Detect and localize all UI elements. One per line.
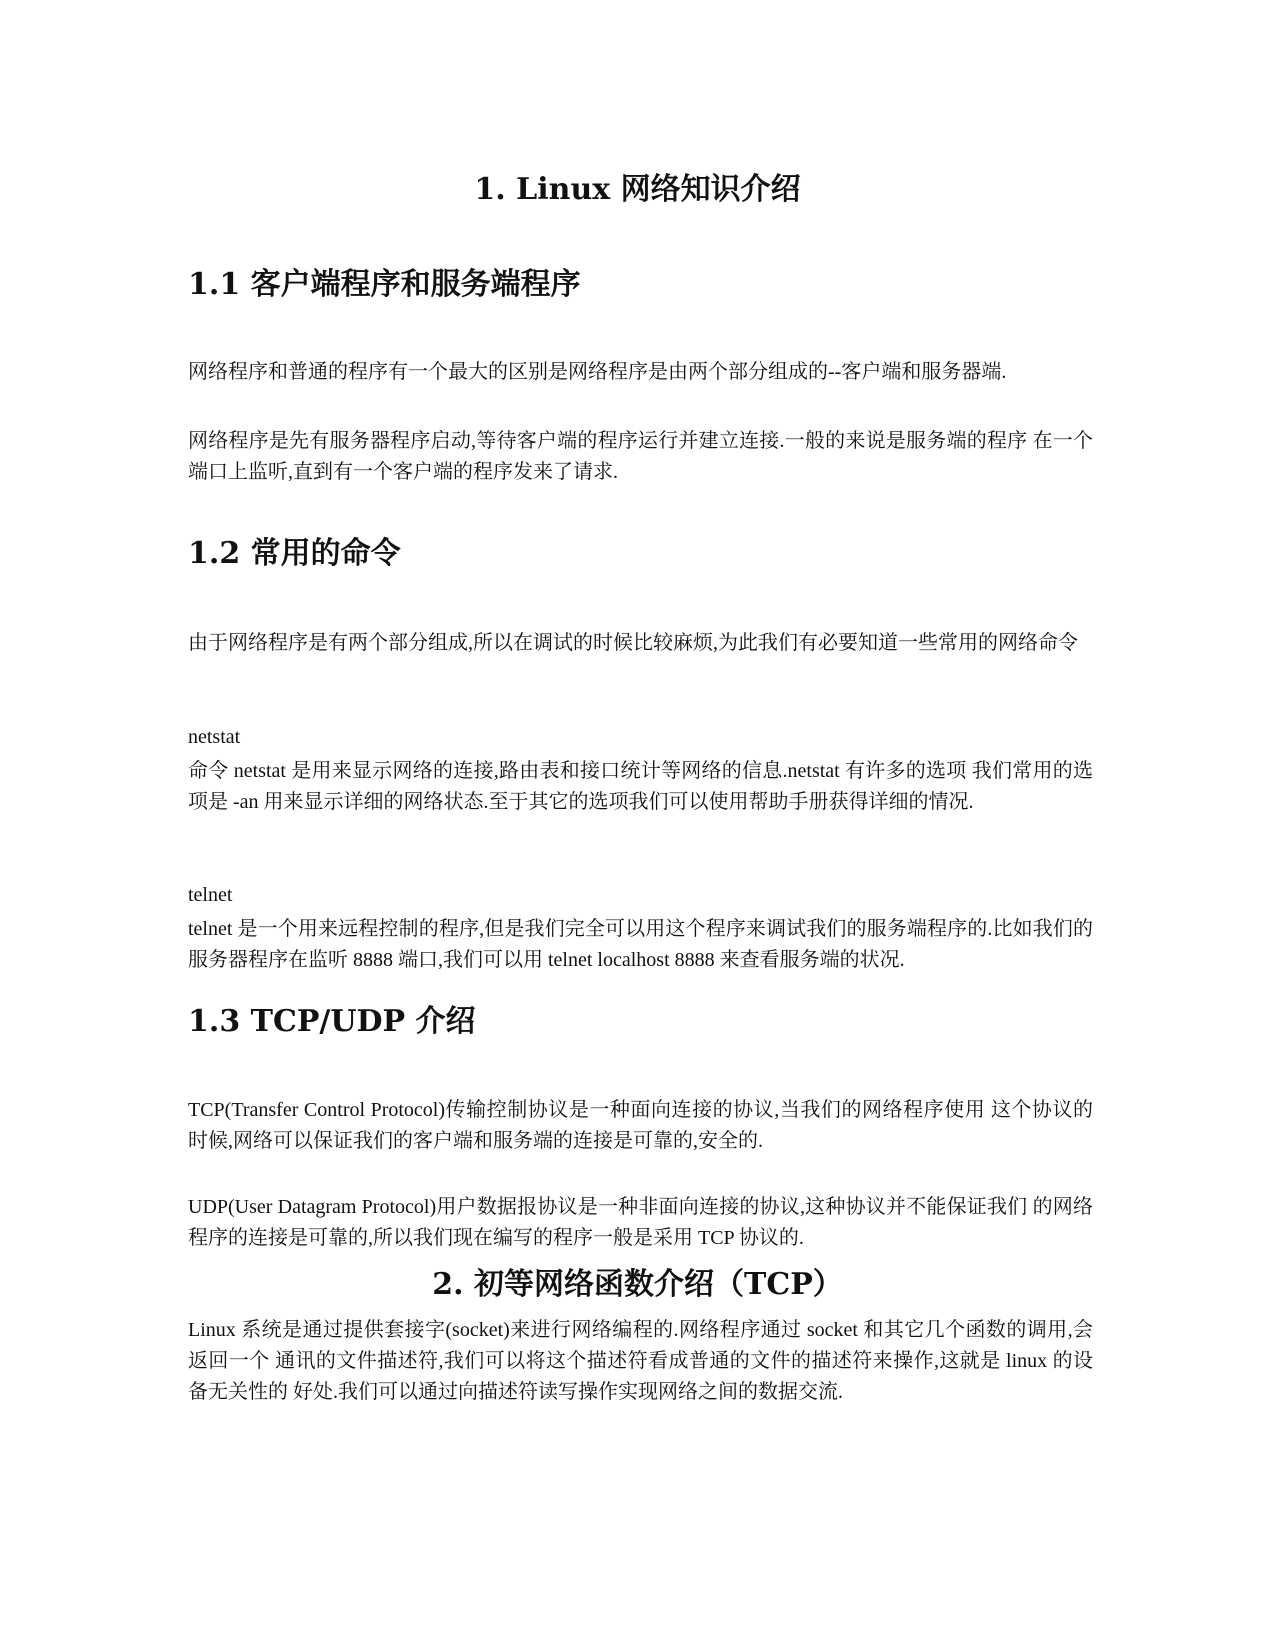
- netstat-description: 命令 netstat 是用来显示网络的连接,路由表和接口统计等网络的信息.netstat 有许多的选项 我们常用的选项是 -an 用来显示详细的网络状态.至于其它的选项我们可以使用帮助手册获得详细的情况.: [188, 760, 1093, 813]
- chapter-2-title: 2. 初等网络函数介绍（TCP）: [432, 1267, 843, 1302]
- section-1-3-heading: 1.3 TCP/UDP 介绍: [188, 1004, 476, 1039]
- section-1-2-paragraph-1: 由于网络程序是有两个部分组成,所以在调试的时候比较麻烦,为此我们有必要知道一些常用的网络命令: [188, 632, 1078, 654]
- chapter-2-paragraph-1: Linux 系统是通过提供套接字(socket)来进行网络编程的.网络程序通过 socket 和其它几个函数的调用,会返回一个 通讯的文件描述符,我们可以将这个描述符看成普通的文件的描述符来操作,这就是 linux 的设备无关性的 好处.我们可以通过向描述符读写操作实现网络之间的数据交流.: [188, 1319, 1093, 1403]
- section-1-1-paragraph-2: 网络程序是先有服务器程序启动,等待客户端的程序运行并建立连接.一般的来说是服务端的程序 在一个端口上监听,直到有一个客户端的程序发来了请求.: [188, 430, 1093, 483]
- telnet-description: telnet 是一个用来远程控制的程序,但是我们完全可以用这个程序来调试我们的服务端程序的.比如我们的服务器程序在监听 8888 端口,我们可以用 telnet localhost 8888 来查看服务端的状况.: [188, 918, 1093, 971]
- section-1-3-paragraph-udp: UDP(User Datagram Protocol)用户数据报协议是一种非面向连接的协议,这种协议并不能保证我们 的网络程序的连接是可靠的,所以我们现在编写的程序一般是采用 TCP 协议的.: [188, 1196, 1093, 1249]
- telnet-term: telnet: [188, 884, 233, 906]
- chapter-1-title: 1. Linux 网络知识介绍: [474, 172, 801, 207]
- section-1-2-heading: 1.2 常用的命令: [188, 536, 401, 571]
- netstat-term: netstat: [188, 726, 241, 748]
- section-1-1-paragraph-1: 网络程序和普通的程序有一个最大的区别是网络程序是由两个部分组成的--客户端和服务器端.: [188, 361, 1007, 383]
- section-1-1-heading: 1.1 客户端程序和服务端程序: [188, 267, 581, 302]
- section-1-3-paragraph-tcp: TCP(Transfer Control Protocol)传输控制协议是一种面向连接的协议,当我们的网络程序使用 这个协议的时候,网络可以保证我们的客户端和服务端的连接是可靠的,安全的.: [188, 1099, 1093, 1152]
